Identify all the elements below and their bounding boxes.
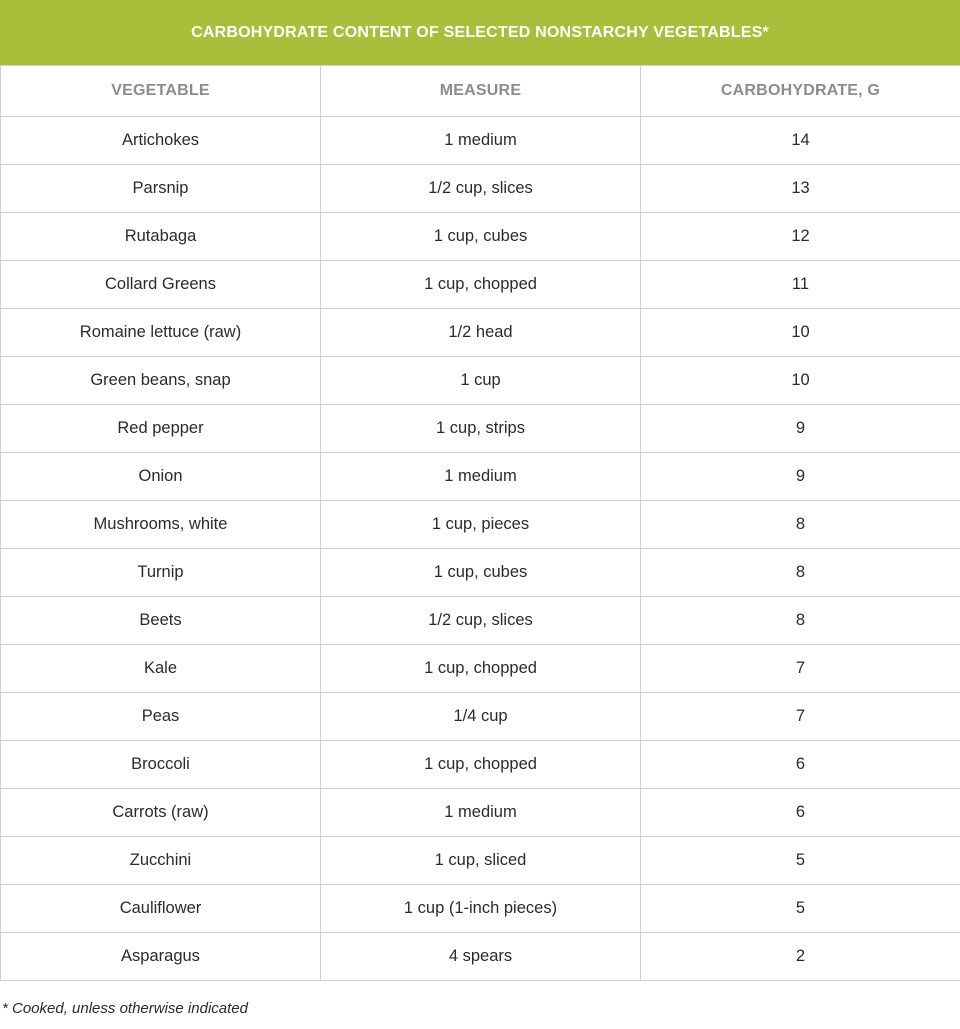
- table-row: [1, 453, 960, 501]
- vegetable-cell: Asparagus: [1, 933, 321, 981]
- vegetable-cell: Peas: [1, 693, 321, 741]
- column-header-carbohydrate: CARBOHYDRATE, G: [641, 66, 960, 117]
- header-row: [1, 66, 960, 117]
- carbohydrate-cell: 8: [641, 549, 960, 597]
- measure-cell: 1/2 cup, slices: [321, 597, 641, 645]
- vegetable-cell: Green beans, snap: [1, 357, 321, 405]
- carbohydrate-cell: 5: [641, 837, 960, 885]
- carbohydrate-cell: 10: [641, 309, 960, 357]
- vegetable-cell: Zucchini: [1, 837, 321, 885]
- carbohydrate-cell: 14: [641, 117, 960, 165]
- footnote: * Cooked, unless otherwise indicated: [2, 1000, 248, 1017]
- carbohydrate-cell: 7: [641, 693, 960, 741]
- measure-cell: 1 cup, sliced: [321, 837, 641, 885]
- vegetable-cell: Onion: [1, 453, 321, 501]
- table-row: [1, 501, 960, 549]
- table-row: [1, 357, 960, 405]
- measure-cell: 1 cup, cubes: [321, 213, 641, 261]
- measure-cell: 1 medium: [321, 453, 641, 501]
- table-row: [1, 213, 960, 261]
- vegetable-carb-table: [0, 65, 960, 981]
- vegetable-cell: Kale: [1, 645, 321, 693]
- measure-cell: 1 cup (1-inch pieces): [321, 885, 641, 933]
- vegetable-cell: Cauliflower: [1, 885, 321, 933]
- measure-cell: 1/2 cup, slices: [321, 165, 641, 213]
- column-header-vegetable: VEGETABLE: [1, 66, 321, 117]
- carbohydrate-cell: 9: [641, 453, 960, 501]
- carbohydrate-cell: 8: [641, 597, 960, 645]
- table-row: [1, 741, 960, 789]
- table-row: [1, 837, 960, 885]
- table-row: [1, 165, 960, 213]
- vegetable-cell: Artichokes: [1, 117, 321, 165]
- vegetable-cell: Collard Greens: [1, 261, 321, 309]
- carbohydrate-cell: 9: [641, 405, 960, 453]
- measure-cell: 1 cup, cubes: [321, 549, 641, 597]
- carbohydrate-cell: 13: [641, 165, 960, 213]
- vegetable-cell: Mushrooms, white: [1, 501, 321, 549]
- table-title: CARBOHYDRATE CONTENT OF SELECTED NONSTARCHY VEGETABLES*: [0, 0, 960, 65]
- carbohydrate-cell: 2: [641, 933, 960, 981]
- table-row: [1, 693, 960, 741]
- table-row: [1, 933, 960, 981]
- carbohydrate-cell: 10: [641, 357, 960, 405]
- measure-cell: 1 cup, chopped: [321, 645, 641, 693]
- measure-cell: 1 medium: [321, 789, 641, 837]
- table-row: [1, 789, 960, 837]
- carbohydrate-cell: 6: [641, 789, 960, 837]
- carbohydrate-cell: 12: [641, 213, 960, 261]
- vegetable-cell: Parsnip: [1, 165, 321, 213]
- measure-cell: 1/4 cup: [321, 693, 641, 741]
- column-header-measure: MEASURE: [321, 66, 641, 117]
- measure-cell: 1 medium: [321, 117, 641, 165]
- carbohydrate-cell: 11: [641, 261, 960, 309]
- table-row: [1, 885, 960, 933]
- carbohydrate-cell: 5: [641, 885, 960, 933]
- measure-cell: 1 cup, chopped: [321, 741, 641, 789]
- vegetable-cell: Broccoli: [1, 741, 321, 789]
- measure-cell: 1 cup, chopped: [321, 261, 641, 309]
- vegetable-cell: Rutabaga: [1, 213, 321, 261]
- measure-cell: 1/2 head: [321, 309, 641, 357]
- carbohydrate-cell: 6: [641, 741, 960, 789]
- vegetable-cell: Beets: [1, 597, 321, 645]
- measure-cell: 1 cup: [321, 357, 641, 405]
- vegetable-cell: Turnip: [1, 549, 321, 597]
- carbohydrate-cell: 7: [641, 645, 960, 693]
- vegetable-cell: Romaine lettuce (raw): [1, 309, 321, 357]
- vegetable-cell: Red pepper: [1, 405, 321, 453]
- measure-cell: 1 cup, strips: [321, 405, 641, 453]
- table-row: [1, 549, 960, 597]
- table-row: [1, 405, 960, 453]
- measure-cell: 1 cup, pieces: [321, 501, 641, 549]
- table-row: [1, 117, 960, 165]
- measure-cell: 4 spears: [321, 933, 641, 981]
- carbohydrate-cell: 8: [641, 501, 960, 549]
- vegetable-cell: Carrots (raw): [1, 789, 321, 837]
- table-row: [1, 261, 960, 309]
- table-row: [1, 309, 960, 357]
- table-row: [1, 645, 960, 693]
- table-row: [1, 597, 960, 645]
